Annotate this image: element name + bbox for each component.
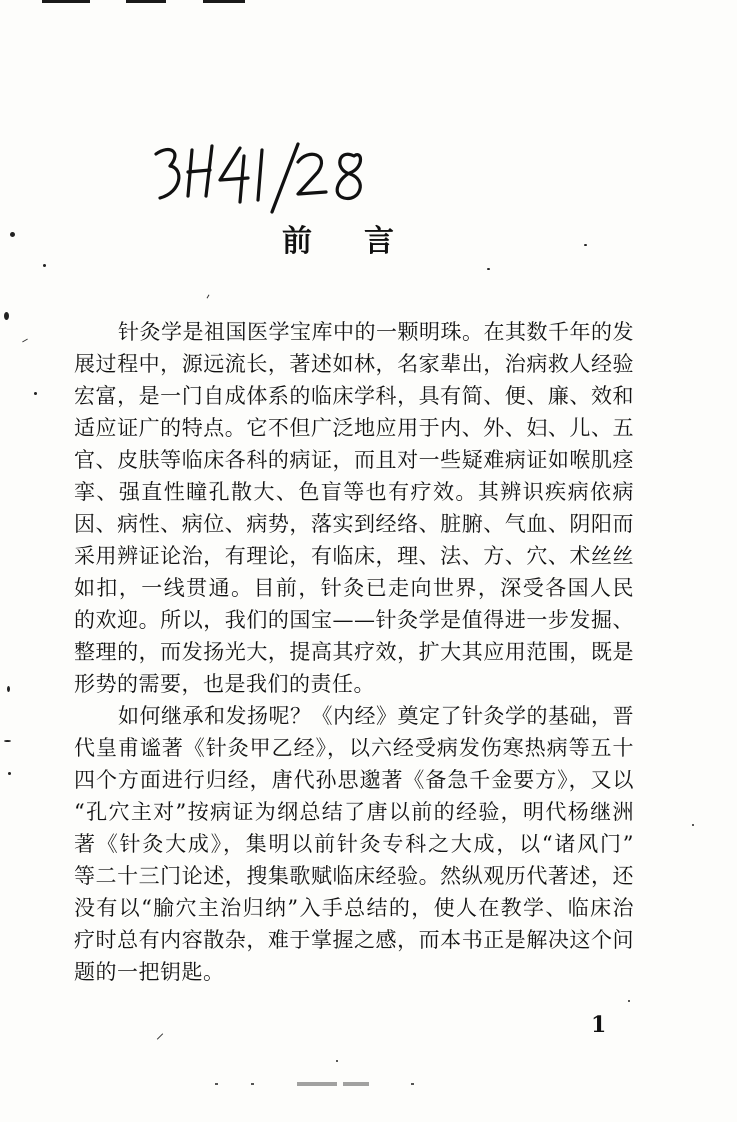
text-line: 因、病性、病位、病势，落实到经络、脏腑、气血、阴阳而	[74, 512, 634, 536]
text-line: 题的一把钥匙。	[74, 960, 225, 984]
handwritten-call-number	[148, 140, 388, 220]
scan-speck	[43, 264, 46, 267]
scan-speck	[4, 312, 9, 320]
text-line: 如扣，一线贯通。目前，针灸已走向世界，深受各国人民	[74, 576, 634, 600]
top-scan-rule	[42, 0, 90, 3]
preface-body	[74, 316, 634, 988]
text-line: “孔穴主对”按病证为纲总结了唐以前的经验，明代杨继洲	[74, 800, 634, 824]
text-line: 形势的需要，也是我们的责任。	[74, 672, 375, 696]
text-line: 宏富，是一门自成体系的临床学科，具有简、便、廉、效和	[74, 384, 634, 408]
scan-speck	[10, 232, 15, 237]
scan-stray-mark	[157, 1033, 163, 1039]
scan-speck	[487, 268, 490, 270]
scan-speck	[7, 686, 10, 692]
text-line: 展过程中，源远流长，著述如林，名家辈出，治病救人经验	[74, 352, 634, 376]
text-line: 等二十三门论述，搜集歌赋临床经验。然纵观历代著述，还	[74, 864, 634, 888]
text-line: 官、皮肤等临床各科的病证，而且对一些疑难病证如喉肌痉	[74, 448, 634, 472]
text-line: 代皇甫谧著《针灸甲乙经》，以六经受病发伤寒热病等五十	[74, 736, 634, 760]
top-scan-rule	[203, 0, 245, 3]
top-scan-rule	[126, 0, 166, 3]
text-line: 适应证广的特点。它不但广泛地应用于内、外、妇、儿、五	[74, 416, 634, 440]
scan-footer-marks	[215, 1080, 415, 1088]
page-heading: 前言	[282, 224, 446, 259]
scan-speck	[4, 740, 11, 742]
text-line: 的欢迎。所以，我们的国宝——针灸学是值得进一步发掘、	[74, 608, 634, 632]
text-line: 四个方面进行归经，唐代孙思邈著《备急千金要方》，又以	[74, 768, 634, 792]
scan-speck	[336, 1060, 338, 1062]
text-line: 如何继承和发扬呢？《内经》奠定了针灸学的基础，晋	[118, 704, 634, 728]
text-line: 针灸学是祖国医学宝库中的一颗明珠。在其数千年的发	[118, 320, 634, 344]
scan-speck	[34, 392, 37, 395]
scan-stray-mark	[22, 339, 28, 343]
scan-speck	[8, 772, 11, 775]
scan-speck	[692, 824, 694, 826]
scan-stray-mark	[207, 295, 210, 299]
page-number: 1	[591, 1012, 607, 1038]
scan-speck	[628, 1000, 630, 1002]
text-line: 疗时总有内容散杂，难于掌握之感，而本书正是解决这个问	[74, 928, 634, 952]
text-line: 没有以“腧穴主治归纳”入手总结的，使人在教学、临床治	[74, 896, 634, 920]
text-line: 整理的，而发扬光大，提高其疗效，扩大其应用范围，既是	[74, 640, 634, 664]
text-line: 挛、强直性瞳孔散大、色盲等也有疗效。其辨识疾病依病	[74, 480, 634, 504]
text-line: 采用辨证论治，有理论，有临床，理、法、方、穴、术丝丝	[74, 544, 634, 568]
scan-speck	[584, 244, 587, 246]
text-line: 著《针灸大成》，集明以前针灸专科之大成，以“诸风门”	[74, 832, 634, 856]
